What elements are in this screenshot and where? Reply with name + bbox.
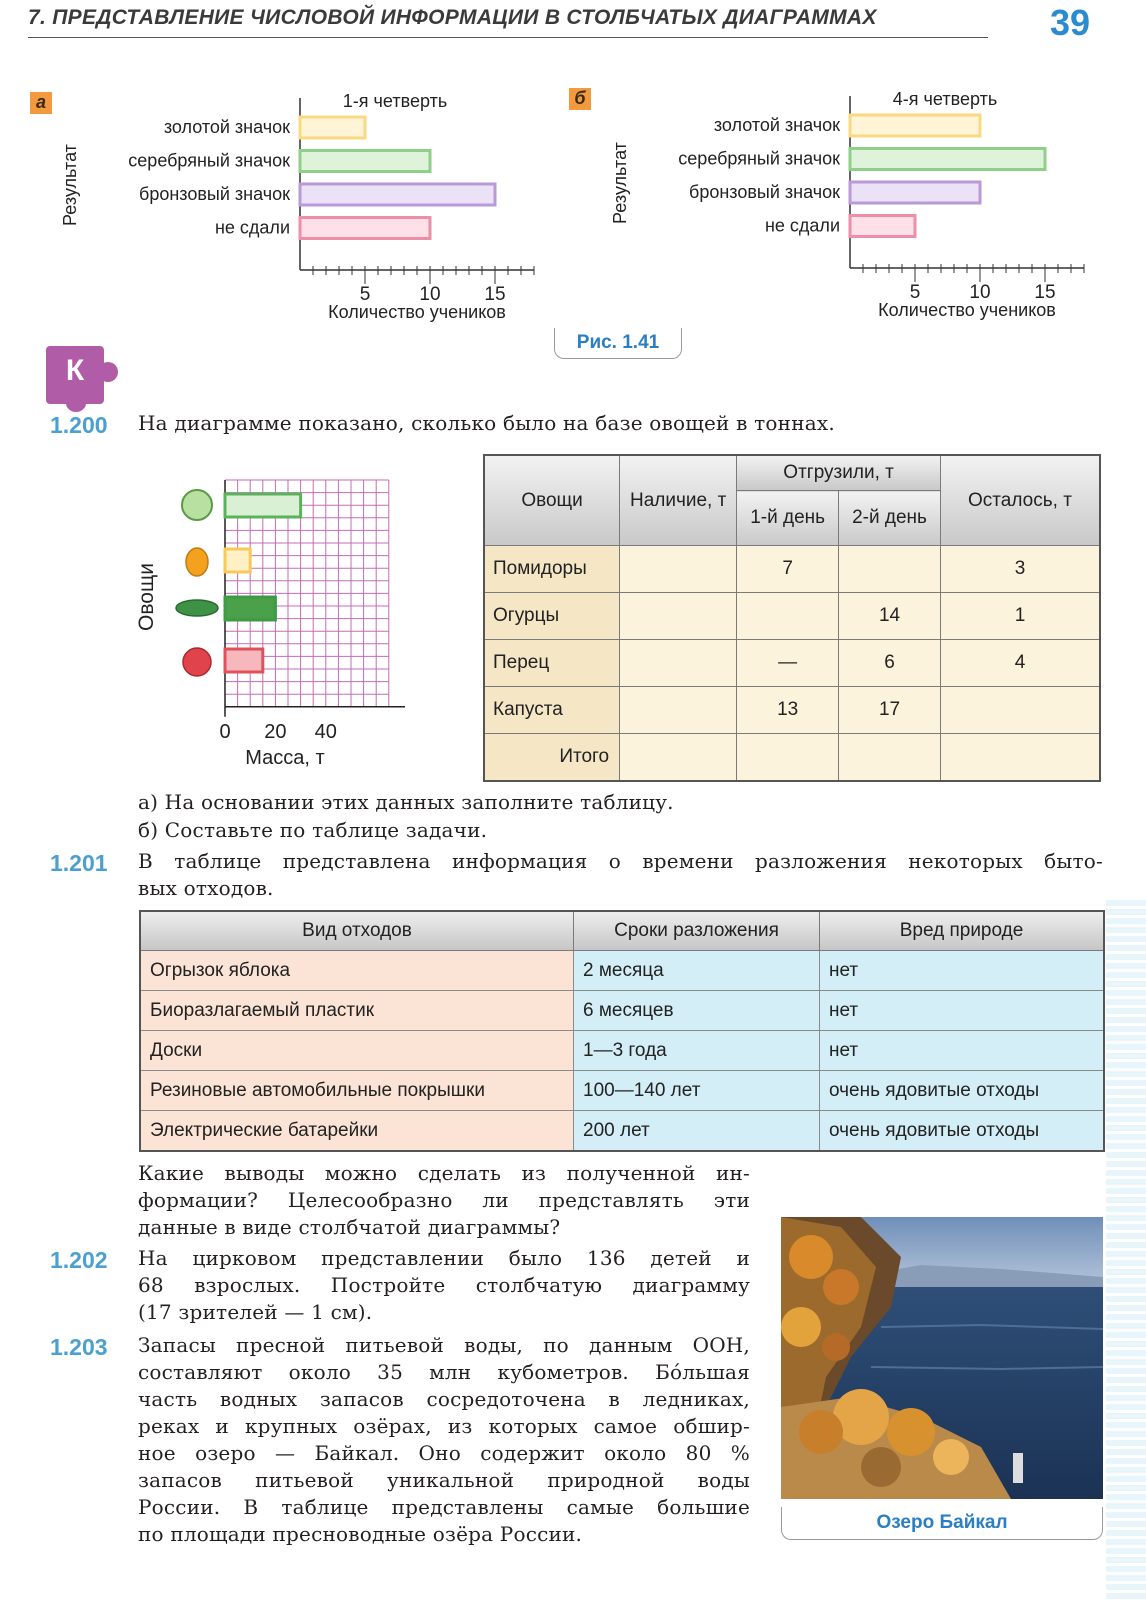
bar [300, 218, 430, 239]
figure-caption: Рис. 1.41 [554, 328, 682, 359]
veg-name: Перец [484, 640, 620, 687]
decomposition-time: 200 лет [574, 1111, 820, 1152]
bar [850, 216, 915, 237]
decomposition-time: 100—140 лет [574, 1071, 820, 1111]
header-day1: 1-й день [737, 491, 839, 546]
veg-left: 4 [940, 640, 1100, 687]
header-waste-type: Вид отходов [140, 911, 574, 951]
chart-vegetables [125, 465, 405, 775]
x-tick-label: 10 [969, 282, 991, 303]
chart-quarter-1 [50, 80, 550, 330]
table-row [484, 640, 1100, 687]
waste-type: Резиновые автомобильные покрышки [140, 1071, 574, 1111]
problem-1201-line1: В таблице представлена информация о времени разложения некоторых быто- [138, 849, 1103, 873]
page-header-title: 7. ПРЕДСТАВЛЕНИЕ ЧИСЛОВОЙ ИНФОРМАЦИИ В СТОЛБЧАТЫХ ДИАГРАММАХ [28, 6, 877, 29]
header-available: Наличие, т [620, 455, 737, 546]
problem-number-1200: 1.200 [50, 412, 108, 438]
problem-1203-line: запасов питьевой уникальной природной воды [138, 1468, 750, 1492]
chart-title: 4-я четверть [892, 89, 998, 109]
x-tick-label: 15 [484, 284, 506, 305]
problem-number-1201: 1.201 [50, 850, 108, 876]
category-label: серебряный значок [128, 150, 290, 171]
problem-1200-task-b: б) Составьте по таблице задачи. [138, 818, 488, 842]
category-label: золотой значок [163, 117, 290, 137]
problem-1201-line2: вых отходов. [138, 876, 274, 900]
x-tick-label: 0 [219, 720, 231, 743]
table-row [484, 546, 1100, 593]
veg-day1: — [737, 640, 839, 687]
x-axis-label: Количество учеников [328, 302, 506, 322]
bar [225, 549, 250, 572]
waste-type: Доски [140, 1031, 574, 1071]
harm-to-nature: очень ядовитые отходы [820, 1071, 1105, 1111]
chart-title: 1-я четверть [342, 91, 448, 111]
table-row [140, 1071, 1104, 1111]
waste-type: Электрические батарейки [140, 1111, 574, 1152]
x-axis-label: Количество учеников [878, 300, 1056, 320]
x-tick-label: 5 [359, 284, 371, 305]
category-label: бронзовый значок [139, 184, 290, 204]
harm-to-nature: очень ядовитые отходы [820, 1111, 1105, 1152]
y-axis-label: Результат [60, 144, 80, 226]
veg-day2: 14 [839, 593, 941, 640]
veg-available [620, 640, 737, 687]
veg-available [620, 593, 737, 640]
bar [225, 597, 275, 620]
veg-available [620, 546, 737, 593]
table-row [484, 593, 1100, 640]
veg-day2: 17 [839, 687, 941, 734]
decomposition-time: 1—3 года [574, 1031, 820, 1071]
waste-type: Биоразлагаемый пластик [140, 991, 574, 1031]
total-cell [737, 734, 839, 782]
header-shipped: Отгрузили, т [737, 455, 941, 491]
table-row [484, 687, 1100, 734]
table-row [140, 951, 1104, 991]
table-row [140, 1111, 1104, 1152]
x-tick-label: 20 [264, 720, 287, 743]
problem-1203-line: Запасы пресной питьевой воды, по данным ООН, [138, 1333, 750, 1357]
problem-1203-line: ное озеро — Байкал. Оно содержит около 80 % [138, 1441, 750, 1465]
problem-1202-line: 68 взрослых. Постройте столбчатую диаграмму [138, 1273, 750, 1297]
cucumber-icon [176, 600, 218, 616]
header-decomposition: Сроки разложения [574, 911, 820, 951]
category-label: не сдали [214, 217, 290, 238]
bar [850, 182, 980, 203]
problem-1201-question-line: данные в виде столбчатой диаграммы? [138, 1215, 561, 1239]
veg-day1 [737, 593, 839, 640]
problem-1200-task-a: а) На основании этих данных заполните таблицу. [138, 790, 674, 814]
waste-table [139, 910, 1105, 1152]
total-cell [940, 734, 1100, 782]
page-edge-decoration [1106, 900, 1146, 1601]
veg-left: 3 [940, 546, 1100, 593]
x-tick-label: 40 [314, 720, 337, 743]
veg-left: 1 [940, 593, 1100, 640]
problem-1203-line: России. В таблице представлены самые большие [138, 1495, 750, 1519]
panel-b-label: б [569, 88, 591, 110]
category-label: бронзовый значок [689, 182, 840, 202]
page-number: 39 [1050, 2, 1091, 43]
table-row [140, 991, 1104, 1031]
x-tick-label: 15 [1034, 282, 1056, 303]
y-axis-label: Результат [610, 142, 630, 224]
problem-1202-line: (17 зрителей — 1 см). [138, 1300, 373, 1324]
cabbage-icon [182, 490, 212, 520]
bar [225, 649, 263, 672]
category-label: не сдали [764, 215, 840, 236]
x-tick-label: 5 [909, 282, 921, 303]
total-cell [839, 734, 941, 782]
problem-1201-question-line: формации? Целесообразно ли представлять эти [138, 1188, 750, 1212]
bar [850, 115, 980, 136]
problem-1201-question-line: Какие выводы можно сделать из полученной ин- [138, 1161, 750, 1185]
table-row [140, 1031, 1104, 1071]
decomposition-time: 2 месяца [574, 951, 820, 991]
veg-day2: 6 [839, 640, 941, 687]
total-label: Итого [484, 734, 620, 782]
problem-1203-line: реках и крупных озёрах, из которых самое обшир- [138, 1414, 750, 1438]
header-harm: Вред природе [820, 911, 1105, 951]
y-axis-label: Овощи [135, 563, 158, 631]
veg-left [940, 687, 1100, 734]
problem-number-1202: 1.202 [50, 1247, 108, 1273]
lake-baikal-photo [781, 1217, 1103, 1499]
bar [225, 494, 301, 517]
pepper-icon [186, 548, 208, 576]
bar [300, 184, 495, 205]
problem-1202-line: На цирковом представлении было 136 детей и [138, 1246, 750, 1270]
bar [850, 149, 1045, 170]
problem-1203-line: часть водных запасов сосредоточена в ледниках, [138, 1387, 750, 1411]
category-label: серебряный значок [678, 148, 840, 169]
vegetables-table [483, 454, 1101, 782]
table-row-total [484, 734, 1100, 782]
total-cell [620, 734, 737, 782]
veg-name: Огурцы [484, 593, 620, 640]
bar [300, 117, 365, 138]
panel-a-label: а [30, 92, 52, 114]
header-rule [28, 37, 988, 38]
x-axis-label: Масса, т [245, 746, 325, 769]
veg-name: Помидоры [484, 546, 620, 593]
harm-to-nature: нет [820, 951, 1105, 991]
waste-type: Огрызок яблока [140, 951, 574, 991]
decomposition-time: 6 месяцев [574, 991, 820, 1031]
tomato-icon [183, 648, 211, 676]
header-left: Осталось, т [940, 455, 1100, 546]
x-tick-label: 10 [419, 284, 441, 305]
harm-to-nature: нет [820, 1031, 1105, 1071]
veg-available [620, 687, 737, 734]
problem-number-1203: 1.203 [50, 1334, 108, 1360]
category-label: золотой значок [713, 115, 840, 135]
problem-1200-text: На диаграмме показано, сколько было на базе овощей в тоннах. [138, 411, 835, 435]
header-veg: Овощи [484, 455, 620, 546]
chart-quarter-4 [600, 78, 1100, 328]
problem-1203-line: по площади пресноводные озёра России. [138, 1522, 583, 1546]
veg-day1: 7 [737, 546, 839, 593]
bar [300, 151, 430, 172]
header-day2: 2-й день [839, 491, 941, 546]
harm-to-nature: нет [820, 991, 1105, 1031]
photo-caption: Озеро Байкал [781, 1507, 1103, 1540]
veg-name: Капуста [484, 687, 620, 734]
section-badge-k: К [46, 346, 104, 404]
veg-day1: 13 [737, 687, 839, 734]
veg-day2 [839, 546, 941, 593]
problem-1203-line: составляют около 35 млн кубометров. Бóльшая [138, 1360, 750, 1384]
